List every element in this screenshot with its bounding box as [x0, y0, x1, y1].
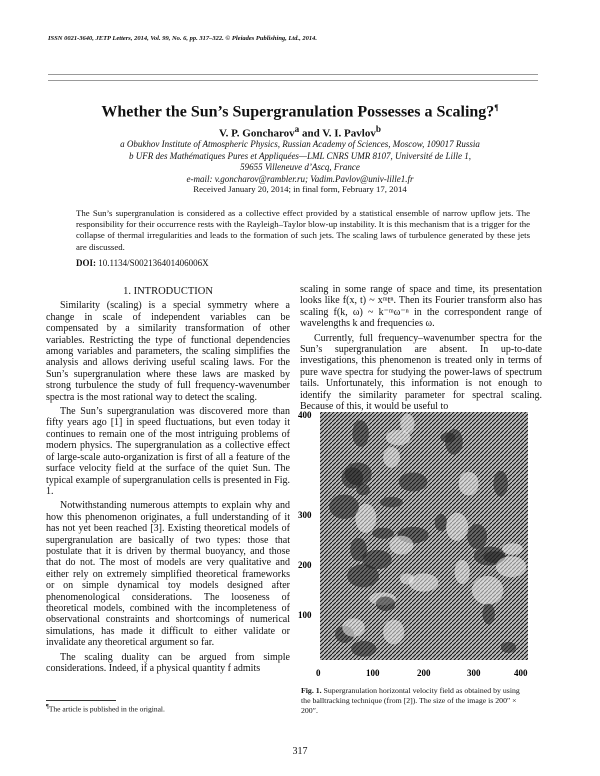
affiliation-b: b UFR des Mathématiques Pures et Appliquées—LML CNRS UMR 8107, Université de Lille 1, — [128, 151, 472, 161]
paragraph: The Sun’s supergranulation was discovered more than fifty years ago [1] in speed fluctuations, but even today it continues to remain one of the most intriguing problems of modern physics. The supergranulation as a collective effect of large-scale auto-organization is first of all a feature of the surface velocity field at the surface of the quiet Sun. The typical example of supergranulation cells is presented in Fig. 1. — [46, 406, 290, 497]
left-column — [46, 286, 290, 677]
cell-blob — [386, 430, 411, 445]
right-column — [300, 284, 542, 415]
footnote — [46, 703, 165, 714]
header-rule — [48, 74, 538, 81]
footnote-text: The article is published in the original. — [48, 704, 165, 714]
cell-blob — [409, 573, 439, 591]
footnote-mark: ¶ — [46, 703, 49, 710]
cell-blob — [383, 620, 404, 645]
cell-blob — [383, 447, 400, 468]
cell-blob — [351, 641, 376, 657]
author-1-sup: a — [294, 124, 300, 134]
cell-blob — [389, 536, 413, 555]
x-tick: 400 — [514, 668, 528, 678]
doi-label: DOI: — [76, 258, 96, 268]
author-emails: e-mail: v.goncharov@rambler.ru; Vadim.Pavlov@univ-lille1.fr — [186, 174, 414, 184]
cell-blob — [399, 472, 428, 491]
figure-caption — [301, 686, 531, 716]
x-tick: 0 — [316, 668, 321, 678]
cell-blob — [446, 513, 468, 541]
cell-blob — [352, 420, 369, 447]
author-2-sup: b — [375, 124, 381, 134]
section-heading: 1. INTRODUCTION — [123, 286, 213, 297]
cell-blob — [435, 514, 447, 531]
cell-blob — [372, 528, 394, 539]
y-tick: 400 — [298, 410, 312, 420]
title-text: Whether the Sun’s Supergranulation Possesses a Scaling? — [101, 103, 495, 121]
cell-blob — [455, 560, 470, 584]
doi — [76, 258, 209, 268]
cell-blob — [356, 484, 370, 495]
journal-header: ISSN 0021-3640, JETP Letters, 2014, Vol. 99, No. 6, pp. 317–322. © Pleiades Publishing, Ltd., 2014. — [48, 35, 317, 42]
y-tick: 200 — [298, 560, 312, 570]
cell-blob — [482, 604, 494, 625]
doi-value: 10.1134/S002136401406006X — [96, 258, 209, 268]
y-tick: 300 — [298, 510, 312, 520]
cell-blob — [496, 556, 526, 577]
x-tick: 300 — [467, 668, 481, 678]
paragraph: scaling in some range of space and time, its presentation looks like f(x, t) ~ xᵐtⁿ. Then its Fourier transform also has scaling f(k, ω) ~ k⁻ᵐω⁻ⁿ in the correspondent range of wavelengths k and frequencies ω. — [300, 284, 542, 330]
caption-label: Fig. 1. — [301, 686, 322, 695]
figure-velocity-field — [296, 406, 536, 686]
cell-blob — [380, 497, 403, 507]
received-dates: Received January 20, 2014; in final form, February 17, 2014 — [193, 184, 407, 194]
cell-blob — [472, 576, 503, 605]
paragraph: Similarity (scaling) is a special symmetry where a change in scale of independent variables can be compensated by a similarity transformation of other variables. Restricting the type of functional dependencies among variables and parameters, the scaling simplifies the analysis and allows deriving useful scaling laws. For the Sun’s supergranulation where these laws are masked by strong turbulence the study of full frequency-wavenumber spectra is the most rational way to detect the scaling. — [46, 300, 290, 403]
abstract: The Sun’s supergranulation is considered as a collective effect provided by a statistical ensemble of narrow upflow jets. The responsibility for their occurrence rests with the Rayleigh–Taylor blow-up instability. It is this mechanism that is a trigger for the collapse of thermal irregularities and leads to the formation of such jets. The scaling laws of turbulence generated by these jets are discussed. — [76, 208, 530, 252]
y-tick: 100 — [298, 610, 312, 620]
cell-blob — [467, 524, 487, 549]
page-number: 317 — [292, 746, 308, 757]
paragraph: Currently, full frequency–wavenumber spectra for the Sun’s supergranulation are absent. In up-to-date investigations, this phenomenon is treated only in terms of pure wave spectra for studying the power-laws of spectrum tails. Unfortunately, this information is not enough to identify the similarity parameter for spectral scaling. Because of this, it would be useful to — [300, 332, 542, 413]
paper-title — [0, 103, 600, 121]
cell-blob — [501, 642, 517, 653]
cell-blob — [347, 564, 379, 587]
cell-blob — [502, 543, 523, 555]
paragraph: Notwithstanding numerous attempts to explain why and how this phenomenon originates, a full understanding of it has not yet been reached [3]. Existing theoretical models of supergranulation are basically of two types: those that postulate that it is driven by thermal buoyancy, and those that do not. The most of models are very qualitative and either rely on extremely simplified theoretical frameworks or on simple dynamical toy models designed after phenomenological considerations. The looseness of theoretical models, combined with the incompleteness of observational constraints and shortcomings of numerical simulations, has made it difficult to either validate or invalidate any theoretical argument so far. — [46, 500, 290, 649]
author-2: and V. I. Pavlov — [299, 127, 376, 140]
cell-blob — [440, 433, 455, 443]
caption-text: Supergranulation horizontal velocity field as obtained by using the balltracking technique (from [2]). The size of the image is 200″ × 200″. — [301, 686, 520, 715]
cell-blob — [342, 618, 365, 636]
cell-blob — [376, 597, 395, 612]
cell-blob — [329, 494, 359, 518]
author-1: V. P. Goncharov — [219, 127, 295, 140]
x-tick: 100 — [366, 668, 380, 678]
cell-blob — [493, 471, 508, 497]
cell-blob — [345, 462, 372, 485]
affiliation-a: a Obukhov Institute of Atmospheric Physics, Russian Academy of Sciences, Moscow, 109017 Russia — [120, 139, 480, 149]
affiliation-b-city: 59655 Villeneuve d’Ascq, France — [240, 162, 360, 172]
paragraph: The scaling duality can be argued from simple considerations. Indeed, if a physical quantity f admits — [46, 651, 290, 674]
title-footnote-mark: ¶ — [494, 103, 499, 112]
cell-blob — [459, 472, 479, 496]
x-tick: 200 — [417, 668, 431, 678]
footnote-rule — [46, 700, 116, 701]
